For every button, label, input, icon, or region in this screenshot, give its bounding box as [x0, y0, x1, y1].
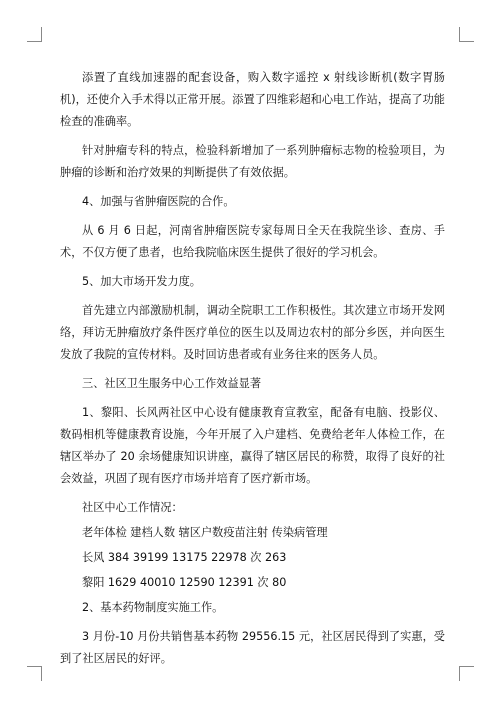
paragraph: 从 6 月 6 日起，河南省肿瘤医院专家每周日全天在我院坐诊、查房、手术，不仅方便了患者，也给我院临床医生提供了很好的学习机会。 [60, 224, 445, 259]
document-body [60, 67, 445, 677]
section-heading: 4、加强与省肿瘤医院的合作。 [82, 195, 235, 208]
table-header-line: 老年体检 建档人数 辖区户数疫苗注射 传染病管理 [82, 526, 328, 539]
paragraph: 首先建立内部激励机制，调动全院职工工作积极性。其次建立市场开发网络，拜访无肿瘤放疗条件医疗单位的医生以及周边农村的部分乡医，并向医生发放了我院的宣传材料。及时回访患者或有业务往来的医务人员。 [60, 304, 445, 361]
crop-mark-top-left [27, 27, 42, 42]
section-heading: 5、加大市场开发力度。 [82, 275, 201, 288]
crop-mark-bottom-left [27, 666, 42, 681]
section-heading: 三、社区卫生服务中心工作效益显著 [82, 377, 262, 390]
paragraph: 添置了直线加速器的配套设备，购入数字遥控 x 射线诊断机(数字胃肠机)，还使介入手术得以正常开展。添置了四维彩超和心电工作站，提高了功能检查的准确率。 [60, 71, 445, 128]
section-heading: 2、基本药物制度实施工作。 [82, 601, 224, 614]
table-row-liyang: 黎阳 1629 40010 12590 12391 次 80 [82, 576, 287, 589]
table-caption: 社区中心工作情况： [82, 501, 183, 514]
table-row-changfeng: 长风 384 39199 13175 22978 次 263 [82, 551, 287, 564]
crop-mark-bottom-right [459, 666, 474, 681]
paragraph: 1、黎阳、长风两社区中心设有健康教育宣教室，配备有电脑、投影仪、数码相机等健康教育设施，今年开展了入户建档、免费给老年人体检工作，在辖区举办了 20 余场健康知识讲座，赢得了辖区居民的称赞，取得了良好的社会效益，巩固了现有医疗市场并培育了医疗新市场。 [60, 406, 445, 485]
paragraph: 针对肿瘤专科的特点，检验科新增加了一系列肿瘤标志物的检验项目，为肿瘤的诊断和治疗效果的判断提供了有效依据。 [60, 144, 445, 179]
paragraph: 3 月份-10 月份共销售基本药物 29556.15 元，社区居民得到了实惠，受到了社区居民的好评。 [60, 630, 445, 665]
crop-mark-top-right [459, 27, 474, 42]
